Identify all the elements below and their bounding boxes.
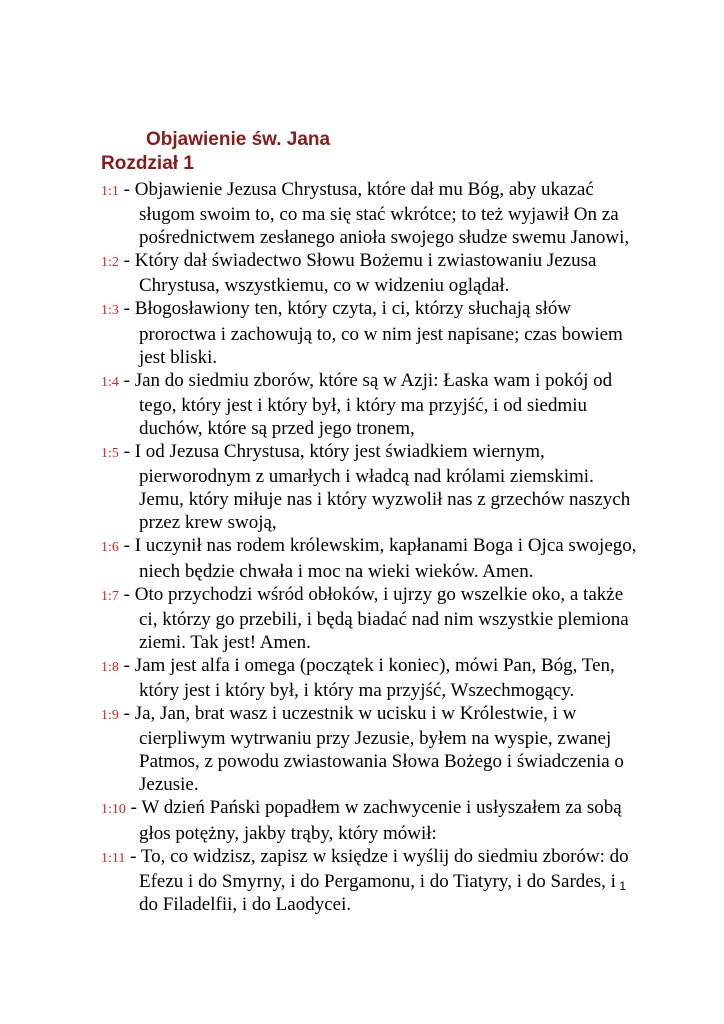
- verse: 1:1 - Objawienie Jezusa Chrystusa, które dał mu Bóg, aby ukazać sługom swoim to, co ma się stać wkrótce; to też wyjawił On za pośrednictwem zesłanego anioła swojego słudze swemu Janowi,: [101, 179, 630, 249]
- verse-number: 1:4: [101, 374, 119, 390]
- chapter-title: Rozdział 1: [101, 153, 194, 174]
- verse-number: 1:1: [101, 184, 119, 199]
- verse: 1:6 - I uczynił nas rodem królewskim, kapłanami Boga i Ojca swojego, niech będzie chwała i moc na wieki wieków. Amen.: [101, 535, 637, 582]
- book-title: Objawienie św. Jana: [146, 129, 331, 150]
- verse: 1:8 - Jam jest alfa i omega (początek i koniec), mówi Pan, Bóg, Ten, który jest i który był, i który ma przyjść, Wszechmogący.: [101, 654, 615, 701]
- verse-text: Który dał świadectwo Słowu Bożemu i zwiastowaniu Jezusa Chrystusa, wszystkiemu, co w widzeniu oglądał.: [134, 250, 597, 297]
- verse-number: 1:7: [101, 588, 119, 604]
- verse-text: I od Jezusa Chrystusa, który jest świadkiem wiernym, pierworodnym z umarłych i władcą nad królami ziemskimi. Jemu, który miłuje nas i który wyzwolił nas z grzechów naszych przez krew swoją,: [134, 441, 631, 534]
- verse: 1:4 - Jan do siedmiu zborów, które są w Azji: Łaska wam i pokój od tego, który jest i który był, i który ma przyjść, i od siedmiu duchów, które są przed jego tronem,: [101, 369, 613, 439]
- verse: 1:10 - W dzień Pański popadłem w zachwycenie i usłyszałem za sobą głos potężny, jakby trąby, który mówił:: [101, 797, 622, 844]
- verse-text: Ja, Jan, brat wasz i uczestnik w ucisku i w Królestwie, i w cierpliwym wytrwaniu przy Jezusie, byłem na wyspie, zwanej Patmos, z powodu zwiastowania Słowa Bożego i świadczenia o Jezusie.: [134, 703, 624, 796]
- verse-text: Jam jest alfa i omega (początek i koniec), mówi Pan, Bóg, Ten, który jest i który był, i który ma przyjść, Wszechmogący.: [134, 654, 615, 701]
- verse-list: [101, 178, 637, 916]
- verse: 1:7 - Oto przychodzi wśród obłoków, i ujrzy go wszelkie oko, a także ci, którzy go przebili, i będą biadać nad nim wszystkie plemiona ziemi. Tak jest! Amen.: [101, 583, 629, 653]
- verse-number: 1:10: [101, 802, 126, 818]
- verse-number: 1:11: [101, 850, 126, 866]
- verse-number: 1:2: [101, 255, 119, 271]
- verse: 1:3 - Błogosławiony ten, który czyta, i ci, którzy słuchają słów proroctwa i zachowują to, co w nim jest napisane; czas bowiem jest bliski.: [101, 298, 623, 368]
- verse-text: Błogosławiony ten, który czyta, i ci, którzy słuchają słów proroctwa i zachowują to, co w nim jest napisane; czas bowiem jest bliski.: [134, 298, 623, 368]
- verse-text: Jan do siedmiu zborów, które są w Azji: Łaska wam i pokój od tego, który jest i który był, i który ma przyjść, i od siedmiu duchów, które są przed jego tronem,: [134, 369, 613, 439]
- verse-number: 1:6: [101, 540, 119, 556]
- verse-number: 1:8: [101, 659, 119, 675]
- verse-text: Oto przychodzi wśród obłoków, i ujrzy go wszelkie oko, a także ci, którzy go przebili, i będą biadać nad nim wszystkie plemiona ziemi. Tak jest! Amen.: [134, 583, 629, 653]
- verse-text: Objawienie Jezusa Chrystusa, które dał mu Bóg, aby ukazać sługom swoim to, co ma się stać wkrótce; to też wyjawił On za pośrednictwem zesłanego anioła swojego słudze swemu Janowi,: [134, 179, 630, 249]
- verse-text: I uczynił nas rodem królewskim, kapłanami Boga i Ojca swojego, niech będzie chwała i moc na wieki wieków. Amen.: [134, 535, 637, 582]
- verse-number: 1:9: [101, 708, 119, 724]
- verse-text: To, co widzisz, zapisz w księdze i wyślij do siedmiu zborów: do Efezu i do Smyrny, i do Pergamonu, i do Tiatyry, i do Sardes, i do Filadelfii, i do Laodycei.: [139, 845, 629, 915]
- verse: 1:2 - Który dał świadectwo Słowu Bożemu i zwiastowaniu Jezusa Chrystusa, wszystkiemu, co w widzeniu oglądał.: [101, 250, 597, 297]
- page-number: 1: [619, 879, 626, 893]
- verse-text: W dzień Pański popadłem w zachwycenie i usłyszałem za sobą głos potężny, jakby trąby, który mówił:: [139, 797, 622, 844]
- verse-number: 1:3: [101, 303, 119, 319]
- verse: 1:11 - To, co widzisz, zapisz w księdze i wyślij do siedmiu zborów: do Efezu i do Smyrny, i do Pergamonu, i do Tiatyry, i do Sardes, i do Filadelfii, i do Laodycei.: [101, 845, 629, 915]
- verse-number: 1:5: [101, 446, 119, 462]
- verse: 1:5 - I od Jezusa Chrystusa, który jest świadkiem wiernym, pierworodnym z umarłych i władcą nad królami ziemskimi. Jemu, który miłuje nas i który wyzwolił nas z grzechów naszych przez krew swoją,: [101, 441, 631, 534]
- verse: 1:9 - Ja, Jan, brat wasz i uczestnik w ucisku i w Królestwie, i w cierpliwym wytrwaniu przy Jezusie, byłem na wyspie, zwanej Patmos, z powodu zwiastowania Słowa Bożego i świadczenia o Jezusie.: [101, 703, 624, 796]
